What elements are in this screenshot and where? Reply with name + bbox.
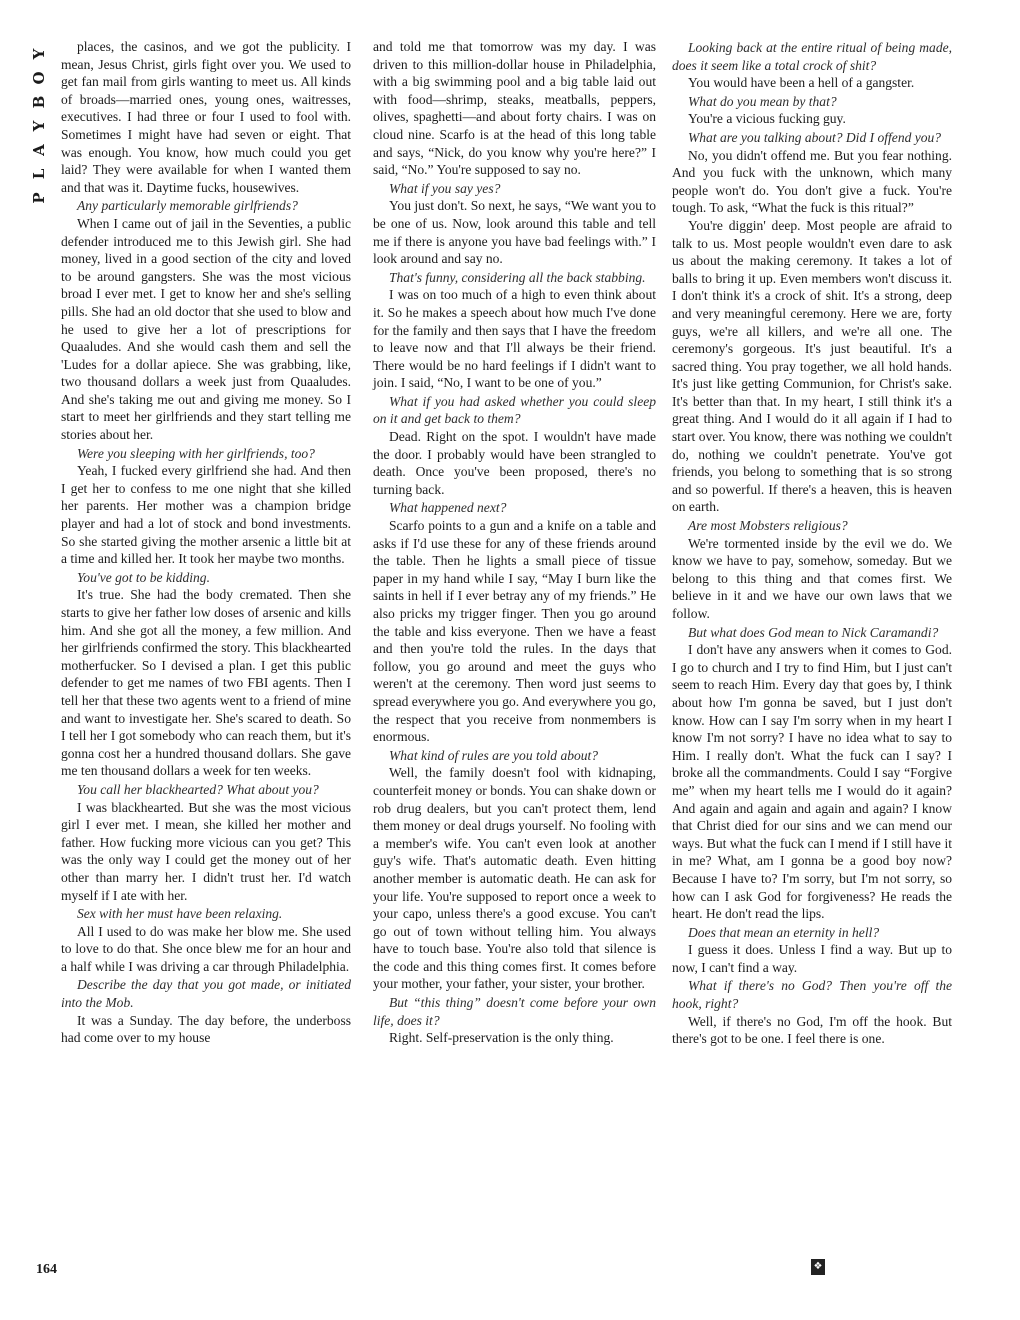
interview-question: Looking back at the entire ritual of being made, does it seem like a total crock of shit? — [672, 40, 952, 73]
interview-question: You call her blackhearted? What about you? — [77, 781, 319, 797]
interview-question: You've got to be kidding. — [77, 569, 210, 585]
page-number: 164 — [36, 1262, 57, 1277]
interview-answer: You just don't. So next, he says, “We want you to be one of us. Now, look around this table and tell me if there is anyone you have bad feelings with.” I look around and say no. — [373, 198, 656, 267]
interview-answer: We're tormented inside by the evil we do. We know we have to pay, somehow, someday. But we belong to this thing and that comes first. We believe in it and we have our own laws that we follow. — [672, 535, 952, 621]
interview-answer: It's true. She had the body cremated. Then she starts to give her father low doses of arsenic and kills him. And she got all the money, a few million. And her girlfriends confirmed the story. This blackhearted motherfucker. So I devised a plan. I get this public defender to get me names of two FBI agents. Then I tell her that these two agents went to a friend of mine and want to investigate her. She's scared to death. So I tell her I got somebody who can reach them, but it's gonna cost her a hundred thousand dollars. She gave me ten thousand dollars a week for ten weeks. — [61, 587, 351, 779]
playboy-bunny-icon: ❖ — [811, 1259, 825, 1275]
interview-question: What happened next? — [389, 500, 507, 516]
interview-answer: You're a vicious fucking guy. — [688, 111, 846, 127]
interview-answer: Yeah, I fucked every girlfriend she had. And then I get her to confess to me one night that she killed her parents. Her mother was a champion bridge player and had a lot of stock and bond investments. So she started giving the mother arsenic a little bit at a time and killed her. It took her maybe two months. — [61, 463, 351, 567]
interview-question: What do you mean by that? — [688, 93, 837, 109]
interview-answer: No, you didn't offend me. But you fear nothing. And you fuck with the unknown, which many people won't do. You don't give a fuck. You're tough. To ask, “What the fuck is this ritual?” — [672, 147, 952, 216]
interview-question: But “this thing” doesn't come before your own life, does it? — [373, 995, 656, 1028]
running-head-letter: P — [30, 192, 48, 204]
interview-answer: You would have been a hell of a gangster. — [688, 75, 915, 91]
interview-answer: and told me that tomorrow was my day. I was driven to this million-dollar house in Philadelphia, with a big swimming pool and a big table laid out with food—shrimp, steaks, meatballs, peppers, olives, spaghetti—and about forty chairs. I was on cloud nine. Scarfo is at the head of this long table and says, “Nick, do you know why you're here?” I said, “No.” You're supposed to say no. — [373, 39, 656, 178]
interview-question: Sex with her must have been relaxing. — [77, 906, 283, 922]
running-head — [28, 42, 50, 210]
interview-question: What kind of rules are you told about? — [389, 747, 599, 763]
interview-answer: I was blackhearted. But she was the most vicious girl I ever met. I mean, she killed her mother and father. How fucking more vicious can you get? This was the only way I could get the money out of her other than marry her. I didn't trust her. I'd watch myself if I ate with her. — [61, 799, 351, 903]
interview-question: Any particularly memorable girlfriends? — [77, 198, 298, 214]
interview-question: Were you sleeping with her girlfriends, too? — [77, 445, 315, 461]
interview-question: Describe the day that you got made, or initiated into the Mob. — [61, 977, 351, 1011]
running-head-letter: B — [30, 95, 48, 109]
text-column-3 — [672, 38, 952, 1048]
interview-answer: You're diggin' deep. Most people are afraid to talk to us. Most people wouldn't even dare to ask us about the making ceremony. It takes a lot of balls to bring it up. Even members won't discuss it. I don't think it's a crock of shit. It's a strong, deep and very meaningful ceremony. Here we are, forty guys, we're all killers, and we're all one. The ceremony's gorgeous. It's just beautiful. It's a sacred thing. You pray together, we all hold hands. It's just like getting Communion, for Christ's sake. It's better than that. In my heart, I still think it's a great thing. And I would do it all again if I had to start over. You know, there was nothing we couldn't do, nothing we couldn't penetrate. You've got friends, you belong to something that is so strong and so powerful. If there's a heaven, this is heaven on earth. — [672, 217, 952, 515]
interview-answer: Dead. Right on the spot. I wouldn't have made the door. I probably would have been strangled to death. Once you've been proposed, there's no turning back. — [373, 429, 656, 497]
interview-answer: Scarfo points to a gun and a knife on a table and asks if I'd use these for any of these friends around the table. Then he lights a small piece of tissue paper in my hand while I say, “May I burn like the saints in hell if I ever betray any of my friends.” He also pricks my trigger finger. Then you go around the table and kiss everyone. Then we have a feast and then you're told the rules. In the days that follow, you go around and meet the guys who weren't at the ceremony. Then word just seems to spread everywhere you go. And everywhere you go, the respect that you receive from nonmembers is enormous. — [373, 518, 656, 745]
interview-answer: Right. Self-preservation is the only thing. — [389, 1030, 614, 1046]
interview-answer: places, the casinos, and we got the publicity. I mean, Jesus Christ, girls fight over you. We used to get fan mail from girls wanting to meet us. All kinds of broads—married ones, young ones, waitresses, executives. I had three or four I used to fool with. Sometimes I might have had seven or eight. That was enough. You know, how much could you get laid? They were available for when I wanted them and that was it. Daytime fucks, housewives. — [61, 39, 351, 195]
running-head-letter: Y — [30, 120, 48, 132]
interview-answer: I was on too much of a high to even think about it. So he makes a speech about how much I've done for the family and then says that I have the freedom to leave now and that I'll always be their friend. There would be no hard feelings if I didn't want to join. I said, “No, I want to be one of you.” — [373, 287, 656, 391]
running-head-letter: A — [30, 144, 48, 156]
interview-question: But what does God mean to Nick Caramandi? — [688, 624, 939, 640]
running-head-letter: L — [30, 168, 48, 180]
interview-answer: All I used to do was make her blow me. She used to love to do that. She once blew me for an hour and a half while I was driving a car through Philadelphia. — [61, 923, 351, 974]
interview-answer: I guess it does. Unless I find a way. But up to now, I can't find a way. — [672, 942, 952, 975]
interview-question: Are most Mobsters religious? — [688, 518, 848, 534]
interview-question: That's funny, considering all the back stabbing. — [389, 269, 646, 285]
interview-answer: It was a Sunday. The day before, the underboss had come over to my house — [61, 1012, 351, 1046]
text-column-2 — [373, 38, 656, 1047]
interview-question: Does that mean an eternity in hell? — [688, 924, 880, 940]
text-column-1 — [61, 38, 351, 1047]
interview-answer: Well, the family doesn't fool with kidnaping, counterfeit money or bonds. You can shake down or rob drug dealers, but you can't protect them, lend them money or deal drugs yourself. No fooling with a member's wife. You can't even look at another guy's wife. That's automatic death. Even hitting another member is automatic death. He can ask for your life. You're supposed to report once a week to your capo, unless there's a good excuse. You can't go out of town without telling him. You always have to touch base. You're also told that silence is the code and this thing comes first. It comes before your mother, your father, your sister, your brother. — [373, 765, 656, 992]
running-head-letter: O — [30, 71, 48, 85]
running-head-letter: Y — [30, 48, 48, 60]
interview-question: What are you talking about? Did I offend you? — [688, 129, 942, 145]
interview-answer: When I came out of jail in the Seventies, a public defender introduced me to this Jewish girl. She had money, lived in a good section of the city and loved to be around gangsters. She was the most vicious broad I ever met. I get to know her and she's selling pills. She had an old doctor that she used to blow and he used to give her a lot of prescriptions for Quaaludes. And she would cash them and sell the 'Ludes for a dollar apiece. She was grabbing, like, two thousand dollars a week just from Quaaludes. And she's taking me out and giving me money. So I start to meet her girlfriends and they start telling me stories about her. — [61, 215, 351, 443]
interview-question: What if you say yes? — [389, 180, 501, 196]
interview-question: What if you had asked whether you could sleep on it and get back to them? — [373, 393, 656, 427]
interview-answer: Well, if there's no God, I'm off the hook. But there's got to be one. I feel there is one. — [672, 1013, 952, 1047]
interview-answer: I don't have any answers when it comes to God. I go to church and I try to find Him, but I just can't seem to reach Him. Every day that goes by, I think about how I'm gonna be saved, but I just don't know. How can I say I'm sorry when in my heart I know I'm not sorry? I have no idea what to say to Him. I really don't. What the fuck can I say? I broke all the commandments. Could I say “Forgive me” when my heart tells me I would do it again? And again and again and again and again? I know that Christ died for our sins and we can mend our ways. But what the fuck can I mend if I still have it in me? What, am I gonna be a good boy now? Because I have to? I'm sorry, but I'm not sorry, so how can I ask God for forgiveness? He reads the heart. He don't read the lips. — [672, 642, 952, 922]
interview-question: What if there's no God? Then you're off the hook, right? — [672, 978, 952, 1012]
